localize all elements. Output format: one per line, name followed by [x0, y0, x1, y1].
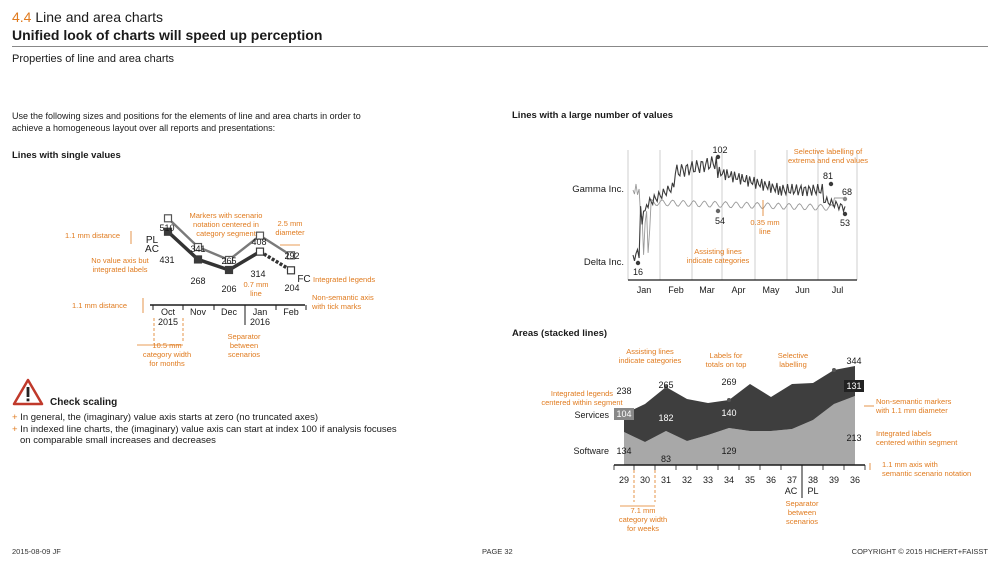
x-tick-label: 32: [681, 475, 693, 485]
x-tick-label: Mar: [699, 285, 715, 295]
point-marker: [829, 182, 833, 186]
warning-title: Check scaling: [50, 397, 118, 408]
x-tick-label: Feb: [668, 285, 684, 295]
annotation: Non-semantic markers: [876, 397, 952, 406]
x-tick-label: 36: [765, 475, 777, 485]
annotation: notation centered in: [193, 220, 259, 229]
data-label: 16: [632, 267, 644, 277]
footer-date: 2015-08-09 JF: [12, 547, 61, 556]
annotation: with 1.1 mm diameter: [876, 406, 948, 415]
series-line-dark: [633, 157, 845, 261]
scenario-label: AC: [784, 486, 798, 496]
annotation: 7.1 mm: [630, 506, 656, 515]
x-tick-label: 2016: [249, 317, 271, 327]
ac-marker: [195, 256, 202, 263]
x-tick-label: 38: [807, 475, 819, 485]
annotation: 0.35 mm: [750, 218, 780, 227]
section-number: 4.4: [12, 9, 32, 25]
data-label: 314: [250, 269, 266, 279]
x-tick-label: Jan: [636, 285, 652, 295]
x-tick-label: Jun: [795, 285, 810, 295]
bullet-item: + In indexed line charts, the (imaginary) value axis can start at index 100 if analysis focuses on comparable small increases and decreases: [12, 423, 397, 446]
annotation: Markers with scenario: [189, 211, 263, 220]
scenario-label: PL: [807, 486, 819, 496]
chart2-line-chart: [500, 0, 1000, 320]
data-label: 204: [284, 283, 300, 293]
annotation: Non-semantic axis: [312, 293, 374, 302]
x-tick-label: May: [762, 285, 780, 295]
data-label: 81: [822, 171, 834, 181]
section-title-text: Line and area charts: [35, 9, 163, 25]
data-label: 83: [660, 454, 672, 464]
total-label: 344: [846, 356, 862, 366]
total-label: 238: [616, 386, 632, 396]
annotation: line: [759, 227, 771, 236]
x-tick-label: 35: [744, 475, 756, 485]
x-tick-label: 30: [639, 475, 651, 485]
data-label: 213: [846, 433, 862, 443]
bullet-text: In indexed line charts, the (imaginary) value axis can start at index 100 if analysis focuses on comparable small increases and decreases: [20, 423, 397, 446]
annotation: category width: [142, 350, 192, 359]
annotation: for months: [149, 359, 185, 368]
x-tick-label: 33: [702, 475, 714, 485]
x-tick-label: 39: [828, 475, 840, 485]
bullet-item: + In general, the (imaginary) value axis starts at zero (no truncated axes): [12, 412, 318, 423]
x-tick-label: 31: [660, 475, 672, 485]
annotation: diameter: [275, 228, 305, 237]
series-name: Services: [574, 410, 609, 420]
footer-copyright: COPYRIGHT © 2015 HICHERT+FAISST: [851, 547, 988, 556]
annotation: scenarios: [227, 350, 261, 359]
legend-pl: PL: [145, 235, 159, 246]
x-tick-label: 29: [618, 475, 630, 485]
annotation: category segment: [196, 229, 256, 238]
warning-bullets: [12, 412, 402, 447]
data-label: 408: [251, 237, 267, 247]
x-tick-label: Nov: [189, 307, 207, 317]
annotation: Integrated legends: [313, 275, 376, 284]
annotation: 1.1 mm axis with: [882, 460, 938, 469]
x-tick-label: 37: [786, 475, 798, 485]
annotation: indicate categories: [686, 256, 750, 265]
x-tick-label: Jan: [252, 307, 268, 317]
chart3-heading: Areas (stacked lines): [512, 328, 608, 339]
annotation: semantic scenario notation: [882, 469, 972, 478]
data-label: 182: [658, 413, 674, 423]
annotation: 10.5 mm: [152, 341, 182, 350]
data-label: 431: [159, 255, 175, 265]
annotation: with tick marks: [312, 302, 362, 311]
data-label: 129: [721, 446, 737, 456]
annotation: Labels for: [709, 351, 743, 360]
intro-text: Use the following sizes and positions for the elements of line and area charts in order to achieve a homogeneous layout over all reports and presentations:: [12, 111, 361, 133]
data-label: 102: [712, 145, 728, 155]
x-tick-label: 34: [723, 475, 735, 485]
total-label: 269: [721, 377, 737, 387]
annotation: indicate categories: [618, 356, 682, 365]
footer-page: PAGE 32: [482, 547, 513, 556]
annotation: between: [229, 341, 259, 350]
legend-ac: AC: [145, 244, 159, 255]
data-label: 341: [190, 244, 206, 254]
bullet-text: In general, the (imaginary) value axis starts at zero (no truncated axes): [20, 412, 318, 423]
annotation: Integrated legends: [550, 389, 614, 398]
point-marker: [636, 261, 640, 265]
annotation: centered within segment: [876, 438, 958, 447]
point-marker: [843, 197, 847, 201]
point-marker: [832, 368, 836, 372]
ac-marker: [257, 248, 264, 255]
data-label: 206: [221, 284, 237, 294]
point-marker: [727, 398, 731, 402]
data-label: 268: [190, 276, 206, 286]
page-subtitle: Properties of line and area charts: [12, 53, 175, 65]
annotation: Separator: [785, 499, 819, 508]
annotation: 1.1 mm distance: [65, 231, 121, 240]
data-label: 140: [721, 408, 737, 418]
chart3-area-chart: [500, 320, 1000, 545]
annotation: Integrated labels: [876, 429, 932, 438]
annotation: line: [250, 289, 262, 298]
total-label: 265: [658, 380, 674, 390]
data-label: 104: [616, 409, 632, 419]
warning-icon: [12, 378, 44, 406]
legend-fc: FC: [297, 274, 311, 285]
chart2-heading: Lines with a large number of values: [512, 110, 674, 121]
chart1-heading: Lines with single values: [12, 150, 121, 161]
annotation: centered within segment: [541, 398, 623, 407]
x-tick-label: 2015: [157, 317, 179, 327]
page-headline: Unified look of charts will speed up perception: [12, 27, 323, 43]
data-label: 54: [714, 216, 726, 226]
ac-marker: [226, 266, 233, 273]
annotation: Separator: [227, 332, 261, 341]
x-tick-label: Apr: [731, 285, 746, 295]
annotation: Selective: [777, 351, 809, 360]
data-label: 510: [159, 223, 175, 233]
data-label: 131: [846, 381, 862, 391]
annotation: No value axis but: [91, 256, 149, 265]
series-line-light: [633, 184, 845, 255]
annotation: extrema and end values: [787, 156, 869, 165]
data-label: 53: [839, 218, 851, 228]
annotation: category width: [618, 515, 668, 524]
annotation: Selective labelling of: [793, 147, 863, 156]
x-tick-label: Dec: [220, 307, 238, 317]
chart1-line-chart: [0, 0, 500, 380]
annotation: 2.5 mm: [277, 219, 303, 228]
point-marker: [716, 155, 720, 159]
annotation: Assisting lines: [626, 347, 674, 356]
x-tick-label: Feb: [283, 307, 299, 317]
series-name: Gamma Inc.: [572, 184, 624, 195]
annotation: between: [787, 508, 817, 517]
annotation: integrated labels: [92, 265, 148, 274]
pl-marker: [165, 215, 172, 222]
point-marker: [716, 209, 720, 213]
fc-marker: [288, 267, 295, 274]
series-name: Software: [573, 446, 609, 456]
series-name: Delta Inc.: [583, 257, 624, 268]
annotation: totals on top: [705, 360, 747, 369]
annotation: labelling: [779, 360, 807, 369]
annotation: Assisting lines: [694, 247, 742, 256]
data-label: 292: [284, 251, 300, 261]
data-label: 134: [616, 446, 632, 456]
data-label: 265: [221, 256, 237, 266]
annotation: 0.7 mm: [243, 280, 269, 289]
data-label: 68: [841, 187, 853, 197]
x-tick-label: Oct: [160, 307, 176, 317]
x-tick-label: Jul: [831, 285, 844, 295]
point-marker: [843, 212, 847, 216]
annotation: 1.1 mm distance: [72, 301, 128, 310]
annotation: for weeks: [626, 524, 660, 533]
x-tick-label: 36: [849, 475, 861, 485]
annotation: scenarios: [785, 517, 819, 526]
